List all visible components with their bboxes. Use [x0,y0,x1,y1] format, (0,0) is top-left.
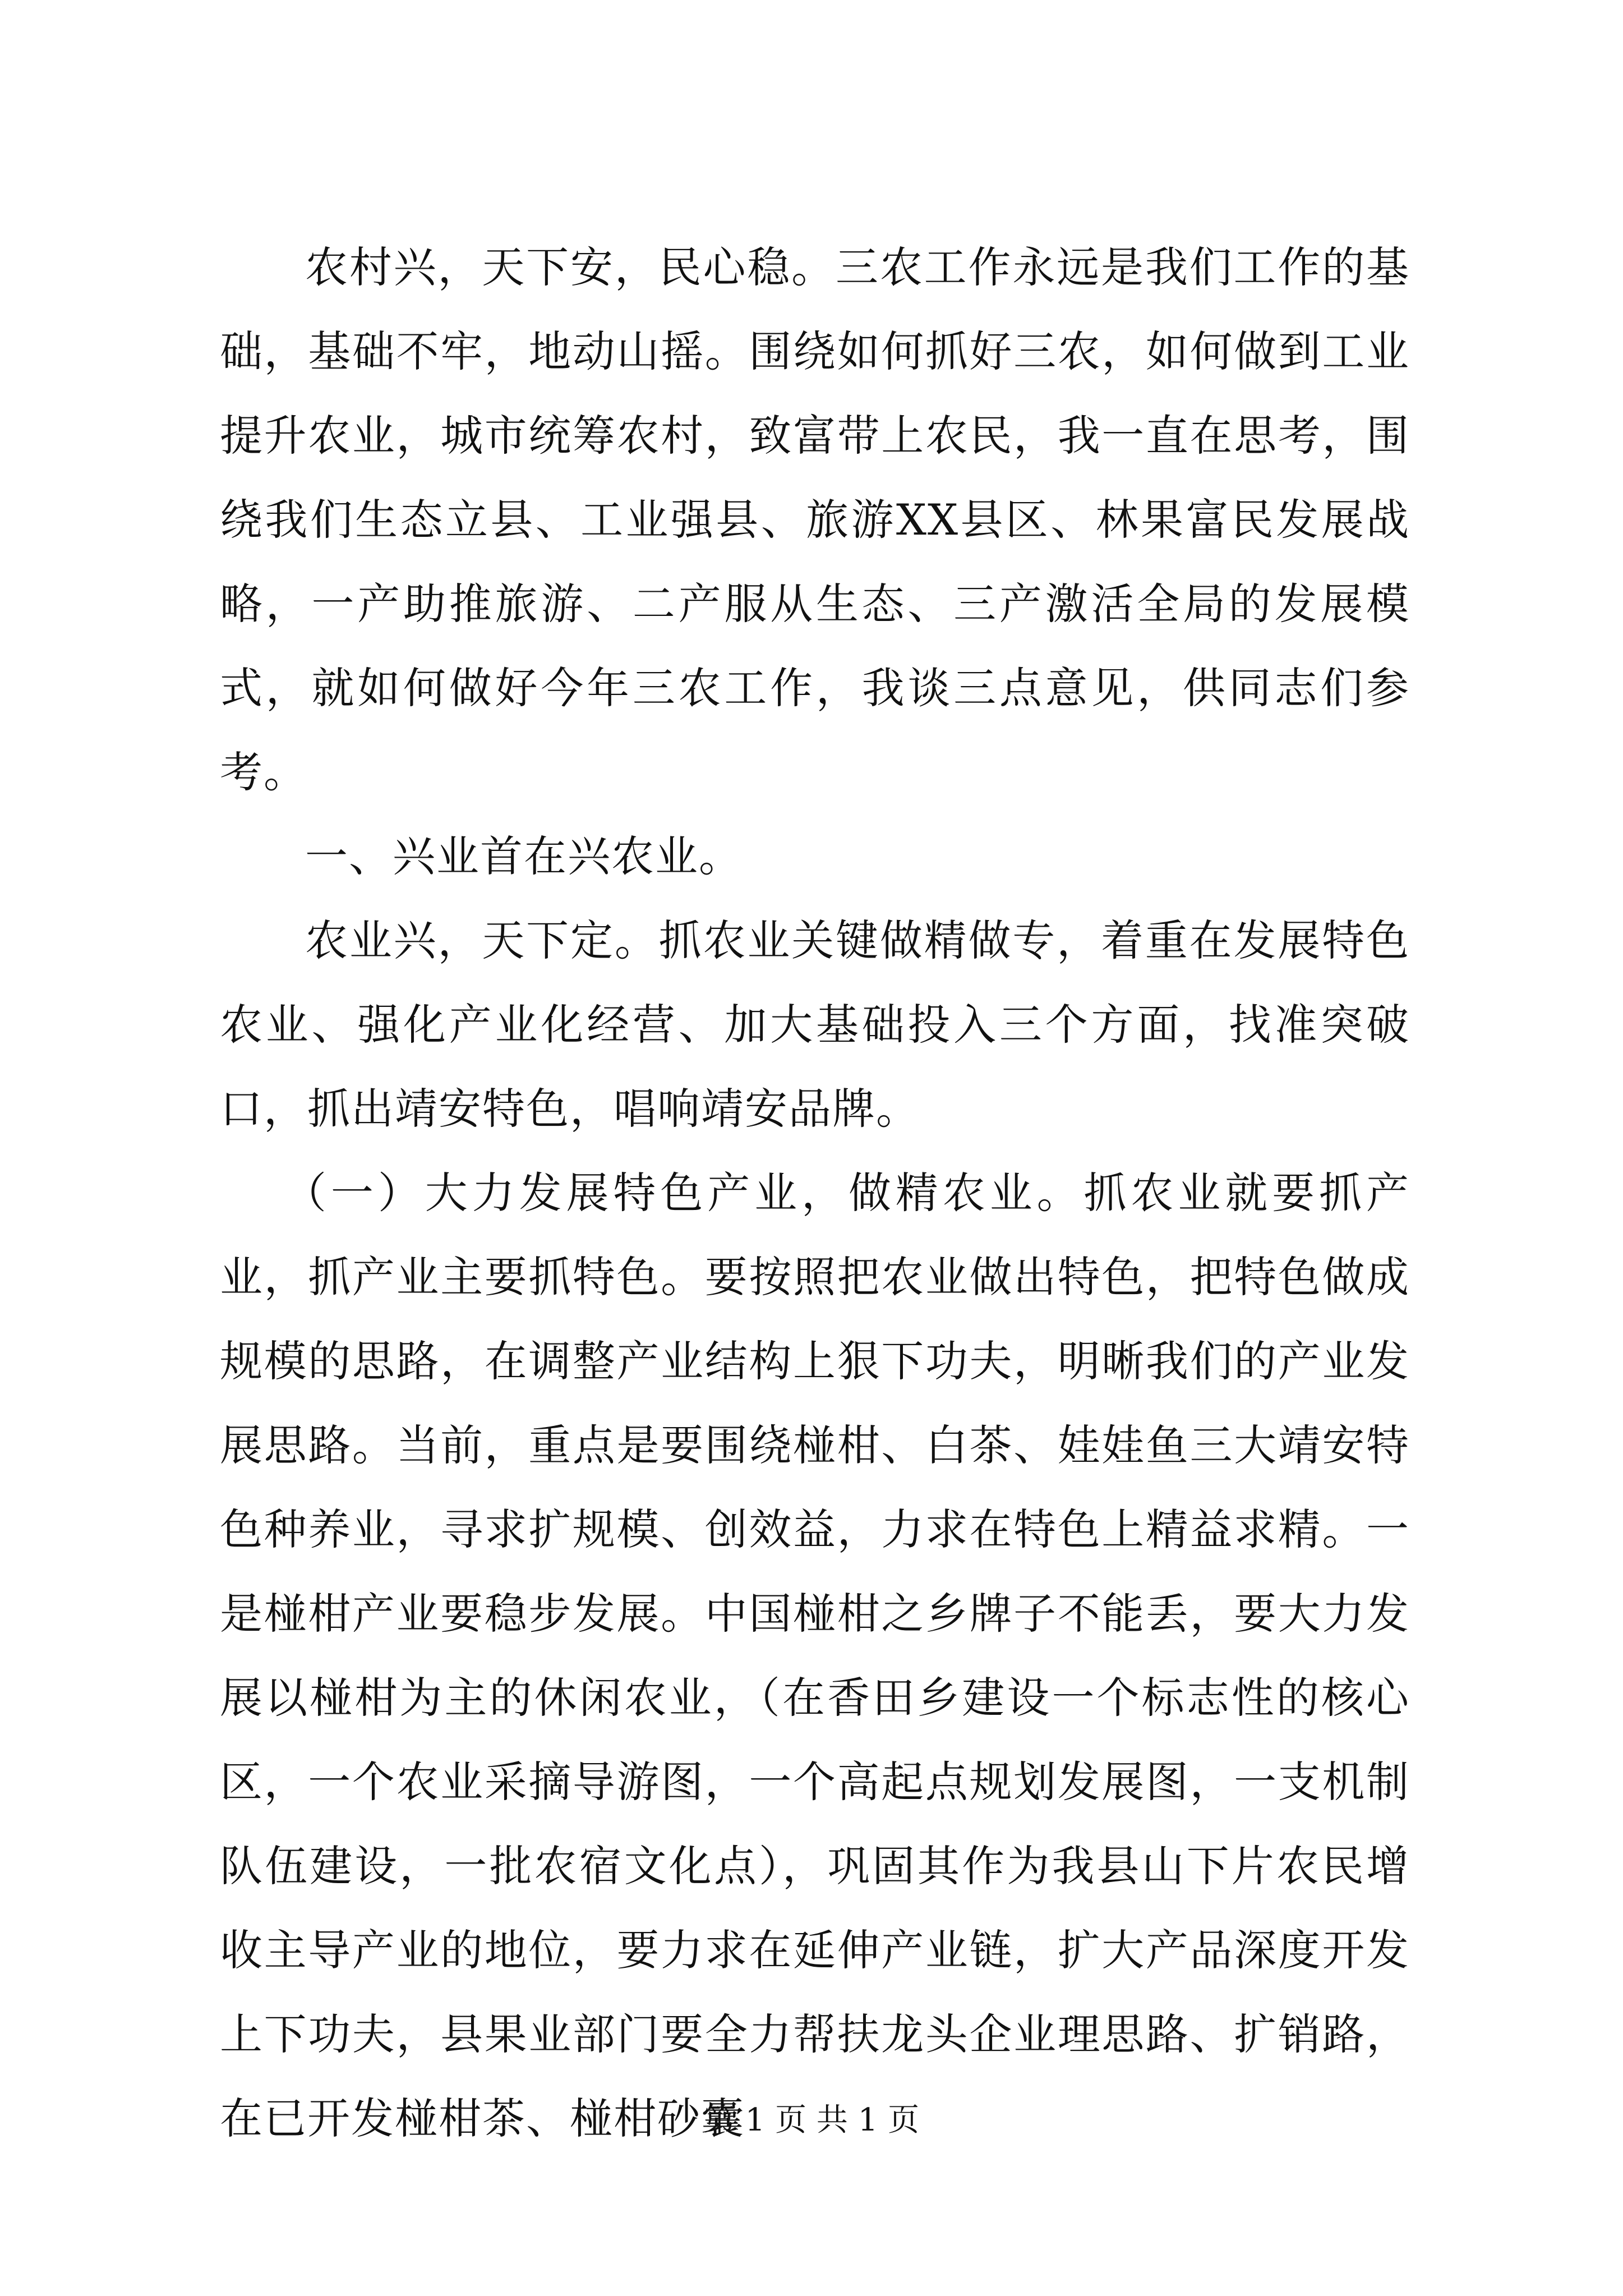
intro-paragraph: 农村兴，天下安，民心稳。三农工作永远是我们工作的基础，基础不牢，地动山摇。围绕如何抓好三农，如何做到工业提升农业，城市统筹农村，致富带上农民，我一直在思考，围绕我们生态立县、工业强县、旅游XX县区、林果富民发展战略，一产助推旅游、二产服从生态、三产激活全局的发展模式，就如何做好今年三农工作，我谈三点意见，供同志们参考。 [220,242,1410,797]
section-paragraph: 农业兴，天下定。抓农业关键做精做专，着重在发展特色农业、强化产业化经营、加大基础投入三个方面，找准突破口，抓出靖安特色，唱响靖安品牌。 [220,915,1410,1134]
page-footer: 第 1 页 共 1 页 [703,2102,920,2138]
subsection-paragraph: （一）大力发展特色产业，做精农业。抓农业就要抓产业，抓产业主要抓特色。要按照把农业做出特色，把特色做成规模的思路，在调整产业结构上狠下功夫，明晰我们的产业发展思路。当前，重点是要围绕椪柑、白茶、娃娃鱼三大靖安特色种养业，寻求扩规模、创效益，力求在特色上精益求精。一是椪柑产业要稳步发展。中国椪柑之乡牌子不能丢，要大力发展以椪柑为主的休闲农业，（在香田乡建设一个标志性的核心区，一个农业采摘导游图，一个高起点规划发展图，一支机制队伍建设，一批农宿文化点），巩固其作为我县山下片农民增收主导产业的地位，要力求在延伸产业链，扩大产品深度开发上下功夫，县果业部门要全力帮扶龙头企业理思路、扩销路，在已开发椪柑茶、椪柑砂囊 [220,1168,1410,2143]
section-heading: 一、兴业首在兴农业。 [305,831,743,881]
document-body [220,226,1410,2161]
